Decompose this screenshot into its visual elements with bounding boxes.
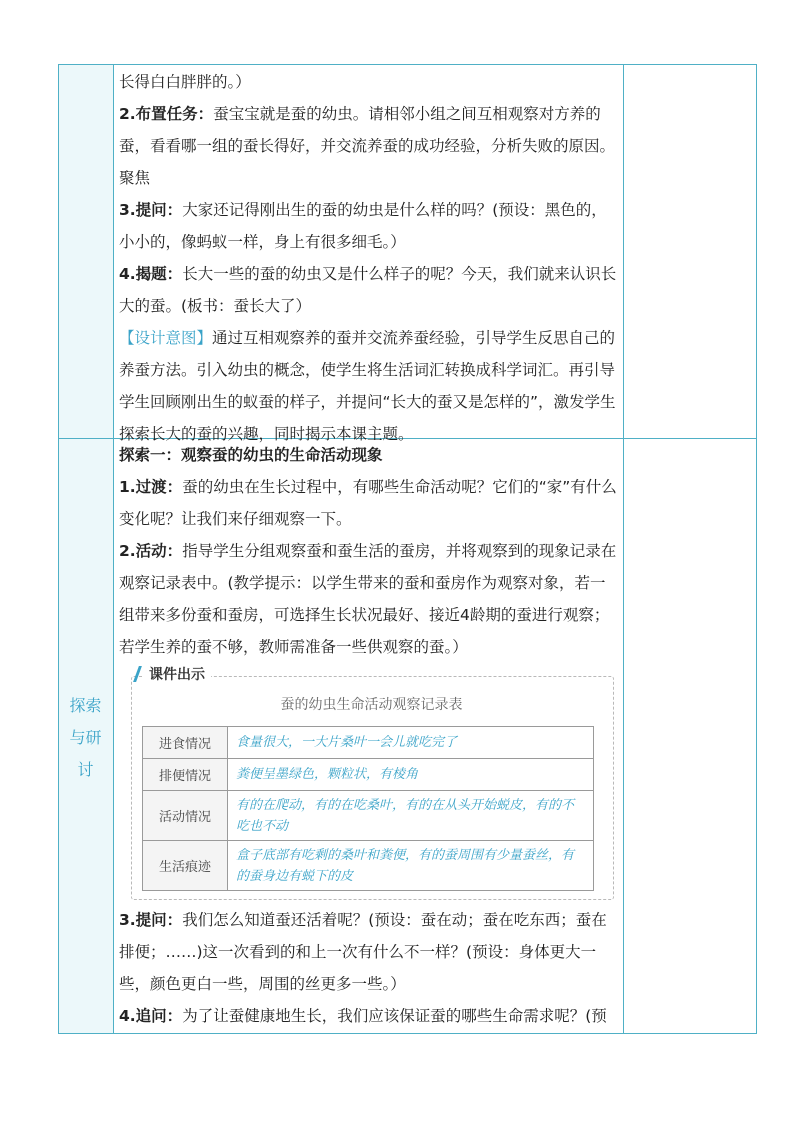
row-header: 生活痕迹 <box>143 841 228 891</box>
row2-content-bottom <box>119 904 619 1032</box>
side-label-discuss: 讨 <box>77 760 94 779</box>
side-label-explore: 探索 <box>69 696 102 715</box>
table-row <box>143 841 594 891</box>
step-1-transition: 1.过渡：蚕的幼虫在生长过程中，有哪些生命活动呢？它们的“家”有什么变化呢？让我们来仔细观察一下。 <box>119 478 617 528</box>
step-3: 3.提问：大家还记得刚出生的蚕的幼虫是什么样的吗？(预设：黑色的，小小的，像蚂蚁一样，身上有很多细毛。） <box>119 201 607 251</box>
intro-tail: 长得白白胖胖的。） <box>119 73 251 91</box>
side-label-and-research: 与研 <box>69 728 102 747</box>
table-row <box>143 791 594 841</box>
row-header: 进食情况 <box>143 727 228 759</box>
courseware-label: 课件出示 <box>143 664 211 684</box>
row2-content-top <box>119 439 619 663</box>
table-row <box>143 727 594 759</box>
row-value: 盒子底部有吃剩的桑叶和粪便，有的蚕周围有少量蚕丝，有的蚕身边有蜕下的皮 <box>228 841 594 891</box>
table-row <box>143 759 594 791</box>
table-top-border <box>58 64 757 65</box>
record-table-title: 蚕的幼虫生命活动观察记录表 <box>280 697 463 713</box>
observation-record-table <box>142 726 594 891</box>
table-right-border <box>756 64 757 1034</box>
section-heading: 探索一：观察蚕的幼虫的生命活动现象 <box>119 446 383 464</box>
column-divider-2 <box>623 64 624 1034</box>
row1-content <box>119 66 619 450</box>
step-2: 2.布置任务：蚕宝宝就是蚕的幼虫。请相邻小组之间互相观察对方养的蚕，看看哪一组的蚕长得好，并交流养蚕的成功经验，分析失败的原因。聚焦 <box>119 105 616 187</box>
column-divider-1 <box>113 64 114 1034</box>
step-4-followup: 4.追问：为了让蚕健康地生长，我们应该保证蚕的哪些生命需求呢？(预 <box>119 1007 607 1025</box>
row-value: 有的在爬动，有的在吃桑叶，有的在从头开始蜕皮，有的不吃也不动 <box>228 791 594 841</box>
design-intent-label: 【设计意图】 <box>119 329 213 347</box>
row-value: 食量很大，一大片桑叶一会儿就吃完了 <box>228 727 594 759</box>
table-left-border <box>58 64 59 1034</box>
row-header: 排便情况 <box>143 759 228 791</box>
lesson-table <box>58 64 757 1034</box>
step-3-question: 3.提问：我们怎么知道蚕还活着呢？(预设：蚕在动；蚕在吃东西；蚕在排便；……)这一次看到的和上一次有什么不一样？(预设：身体更大一些，颜色更白一些，周围的丝更多一些。） <box>119 911 607 993</box>
table-bottom-border <box>58 1033 757 1034</box>
row-header: 活动情况 <box>143 791 228 841</box>
design-intent: 【设计意图】通过互相观察养的蚕并交流养蚕经验，引导学生反思自己的养蚕方法。引入幼虫的概念，使学生将生活词汇转换成科学词汇。再引导学生回顾刚出生的蚁蚕的样子，并提问“长大的蚕又是怎样的”，激发学生探索长大的蚕的兴趣，同时揭示本课主题。 <box>119 329 616 443</box>
step-2-activity: 2.活动：指导学生分组观察蚕和蚕生活的蚕房，并将观察到的现象记录在观察记录表中。(教学提示：以学生带来的蚕和蚕房作为观察对象，若一组带来多份蚕和蚕房，可选择生长状况最好、接近4龄期的蚕进行观察；若学生养的蚕不够，教师需准备一些供观察的蚕。） <box>119 542 617 656</box>
step-4: 4.揭题：长大一些的蚕的幼虫又是什么样子的呢？今天，我们就来认识长大的蚕。(板书：蚕长大了） <box>119 265 617 315</box>
row-value: 粪便呈墨绿色，颗粒状，有棱角 <box>228 759 594 791</box>
label-column <box>58 64 113 1034</box>
